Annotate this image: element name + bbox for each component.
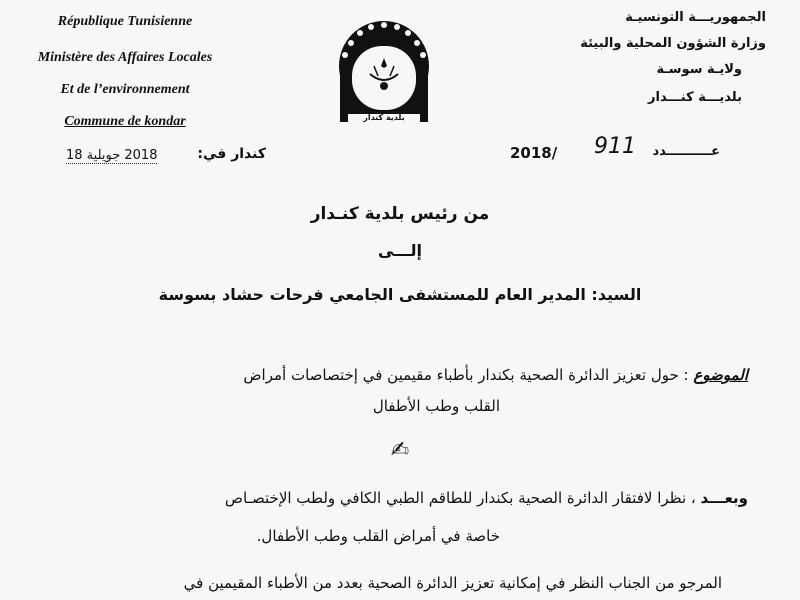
reference-label: عــــــــــدد [652,144,720,159]
header-fr-ministry: Ministère des Affaires Locales [37,50,213,65]
body-lead-word: وبعـــد [700,489,748,507]
header-fr-commune: Commune de kondar [64,114,186,129]
body-paragraph-2-line-1: المرجو من الجناب النظر في إمكانية تعزيز الدائرة الصحية بعدد من الأطباء المقيمين في [183,574,722,592]
header-ar-governorate: ولايـة سوسـة [656,62,742,77]
date-label: كندار في: [197,146,266,162]
letter-recipient: السيد: المدير العام للمستشفى الجامعي فرحات حشاد بسوسة [158,285,642,304]
date-value: 2018 جويلية 18 [66,148,158,163]
letter-to: إلـــى [377,241,423,260]
subject-line-1 [28,360,748,390]
reference-number-line [510,136,720,168]
reference-handwritten-number: 911 [594,134,636,159]
body-paragraph-1-line-2: خاصة في أمراض القلب وطب الأطفال. [256,527,500,545]
header-ar-ministry: وزارة الشؤون المحلية والبيئة [580,36,766,51]
header-fr-republic: République Tunisienne [57,14,193,29]
emblem-caption: بلدية كندار [363,113,405,122]
header-ar-municipality: بلديـــة كنـــدار [648,90,742,105]
body-paragraph-1-line-1 [28,483,748,513]
header-fr-environment: Et de l’environnement [60,82,190,97]
subject-text-1: : حول تعزيز الدائرة الصحية بكندار بأطباء مقيمين في إختصاصات أمراض [243,366,689,384]
municipal-emblem [334,16,434,128]
date-line [66,146,266,170]
reference-year: 2018/ [510,144,558,162]
subject-text-2: القلب وطب الأطفال [372,397,500,415]
subject-label: الموضوع [693,366,748,384]
header-ar-republic: الجمهوريـــة التونسيـة [625,10,766,25]
letter-from: من رئيس بلدية كنـدار [310,204,490,224]
writing-hand-icon: ✍ [390,438,410,463]
body-p1-text-1: ، نظرا لافتقار الدائرة الصحية بكندار للطاقم الطبي الكافي ولطب الإختصـاص [224,489,696,507]
